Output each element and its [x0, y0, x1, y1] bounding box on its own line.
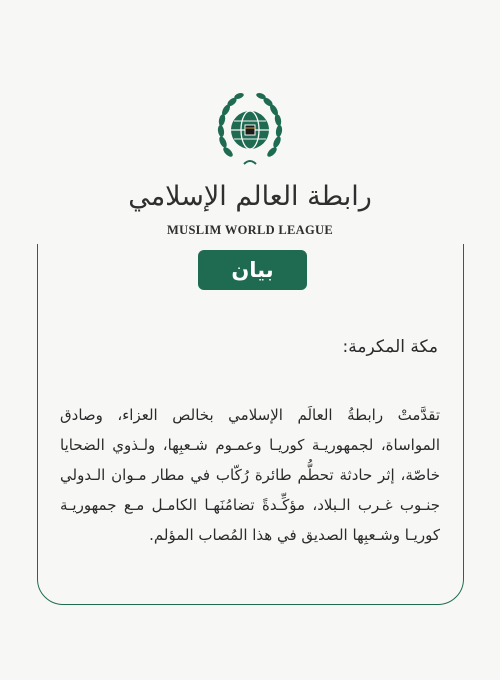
organization-logo — [0, 84, 500, 244]
statement-location: مكة المكرمة: — [342, 337, 438, 357]
statement-body: تقدَّمتْ رابطةُ العالَم الإسلامي بخالص العزاء، وصادق المواساة، لجمهوريـة كوريـا وعمـوم شـعبِها، ولـذوي الضحايا خاصّة، إثر حادثة تحطُّم طائرة رُكّاب في مطار مـوان الـدولي جنـوب غـرب الـبلاد، مؤكِّـدةً تضامُنَهـا الكامـل مـع جمهوريـة كوريـا وشـعبِها الصديق في هذا المُصاب المؤلم. — [60, 406, 440, 544]
statement-badge: بيان — [198, 250, 307, 290]
organization-name-arabic: رابطة العالم الإسلامي — [128, 181, 372, 212]
organization-name-english: MUSLIM WORLD LEAGUE — [167, 223, 333, 237]
laurel-globe-emblem-icon — [214, 90, 286, 170]
